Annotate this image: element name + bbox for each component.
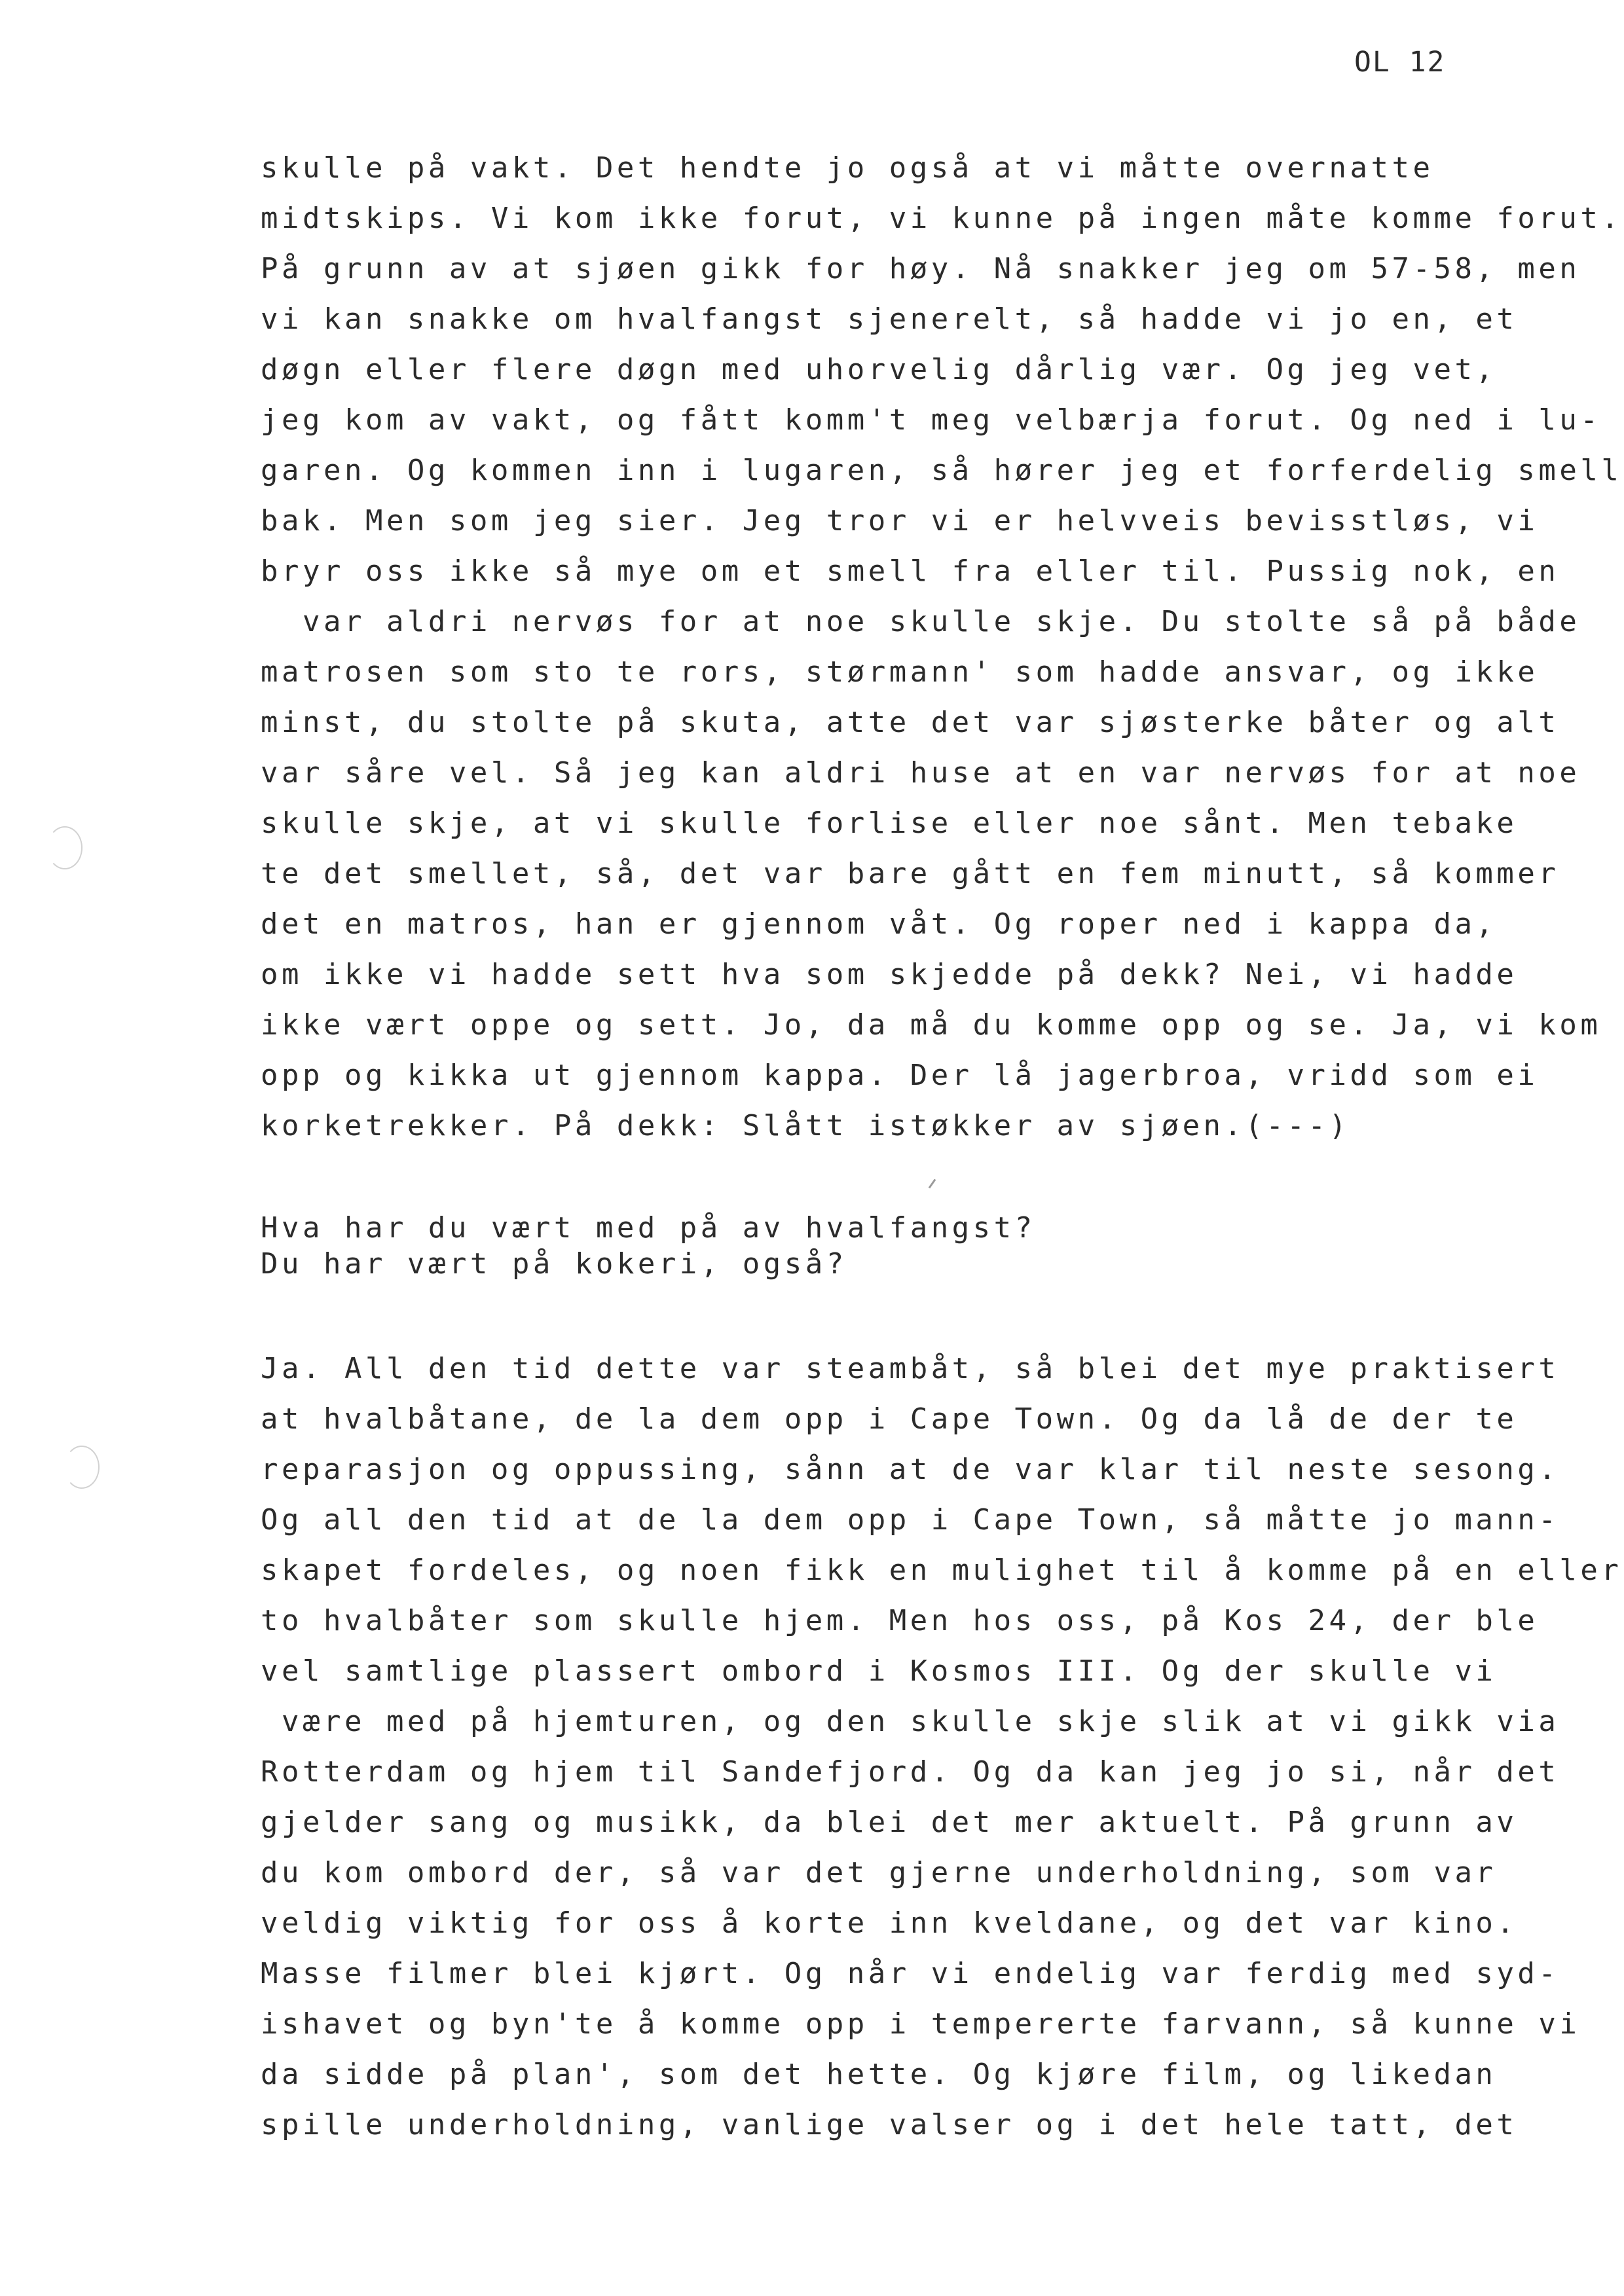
- text-line: Rotterdam og hjem til Sandefjord. Og da kan jeg jo si, når det: [261, 1755, 1560, 1789]
- text-line: Ja. All den tid dette var steambåt, så blei det mye praktisert: [261, 1352, 1560, 1385]
- paragraph-2: [261, 1343, 1622, 2150]
- stray-pen-mark: [929, 1179, 936, 1189]
- text-line: at hvalbåtane, de la dem opp i Cape Town. Og da lå de der te: [261, 1402, 1518, 1436]
- text-line: ishavet og byn'te å komme opp i tempererte farvann, så kunne vi: [261, 2007, 1581, 2041]
- text-line: Og all den tid at de la dem opp i Cape Town, så måtte jo mann-: [261, 1503, 1560, 1537]
- page-number: OL 12: [1354, 46, 1446, 79]
- text-line: bak. Men som jeg sier. Jeg tror vi er helvveis bevisstløs, vi: [261, 504, 1539, 538]
- interviewer-question: [261, 1210, 1036, 1282]
- text-line: ikke vært oppe og sett. Jo, da må du komme opp og se. Ja, vi kom: [261, 1008, 1602, 1042]
- text-line: te det smellet, så, det var bare gått en fem minutt, så kommer: [261, 857, 1560, 890]
- text-line: minst, du stolte på skuta, atte det var sjøsterke båter og alt: [261, 706, 1560, 739]
- text-line: skapet fordeles, og noen fikk en mulighet til å komme på en eller: [261, 1554, 1623, 1587]
- text-line: vi kan snakke om hvalfangst sjenerelt, så hadde vi jo en, et: [261, 302, 1518, 336]
- text-line: spille underholdning, vanlige valser og i det hele tatt, det: [261, 2108, 1518, 2141]
- text-line: var aldri nervøs for at noe skulle skje. Du stolte så på både: [261, 605, 1581, 638]
- text-line: opp og kikka ut gjennom kappa. Der lå jagerbroa, vridd som ei: [261, 1059, 1539, 1092]
- text-line: korketrekker. På dekk: Slått istøkker av sjøen.(---): [261, 1109, 1350, 1142]
- text-line: være med på hjemturen, og den skulle skje slik at vi gikk via: [261, 1705, 1560, 1738]
- punch-hole-lower: [64, 1446, 100, 1489]
- text-line: var såre vel. Så jeg kan aldri huse at en var nervøs for at noe: [261, 756, 1581, 790]
- text-line: veldig viktig for oss å korte inn kveldane, og det var kino.: [261, 1906, 1518, 1940]
- text-line: bryr oss ikke så mye om et smell fra eller til. Pussig nok, en: [261, 555, 1560, 588]
- text-line: På grunn av at sjøen gikk for høy. Nå snakker jeg om 57-58, men: [261, 252, 1581, 285]
- text-line: vel samtlige plassert ombord i Kosmos III. Og der skulle vi: [261, 1654, 1497, 1688]
- text-line: skulle skje, at vi skulle forlise eller noe sånt. Men tebake: [261, 807, 1518, 840]
- text-line: om ikke vi hadde sett hva som skjedde på dekk? Nei, vi hadde: [261, 958, 1518, 991]
- text-line: døgn eller flere døgn med uhorvelig dårlig vær. Og jeg vet,: [261, 353, 1497, 386]
- paragraph-1: [261, 143, 1622, 1151]
- punch-hole-upper: [47, 826, 83, 869]
- text-line: gjelder sang og musikk, da blei det mer aktuelt. På grunn av: [261, 1806, 1518, 1839]
- text-line: skulle på vakt. Det hendte jo også at vi måtte overnatte: [261, 151, 1434, 185]
- text-line: du kom ombord der, så var det gjerne underholdning, som var: [261, 1856, 1497, 1889]
- text-line: reparasjon og oppussing, sånn at de var klar til neste sesong.: [261, 1453, 1560, 1486]
- text-line: matrosen som sto te rors, størmann' som hadde ansvar, og ikke: [261, 655, 1539, 689]
- text-line: Masse filmer blei kjørt. Og når vi endelig var ferdig med syd-: [261, 1957, 1560, 1990]
- text-line: midtskips. Vi kom ikke forut, vi kunne på ingen måte komme forut.: [261, 202, 1623, 235]
- question-line: Du har vært på kokeri, også?: [261, 1247, 847, 1281]
- question-line: Hva har du vært med på av hvalfangst?: [261, 1211, 1036, 1245]
- text-line: jeg kom av vakt, og fått komm't meg velbærja forut. Og ned i lu-: [261, 403, 1602, 437]
- text-line: da sidde på plan', som det hette. Og kjøre film, og likedan: [261, 2058, 1497, 2091]
- text-line: garen. Og kommen inn i lugaren, så hører jeg et forferdelig smell: [261, 454, 1623, 487]
- text-line: det en matros, han er gjennom våt. Og roper ned i kappa da,: [261, 907, 1497, 941]
- text-line: to hvalbåter som skulle hjem. Men hos oss, på Kos 24, der ble: [261, 1604, 1539, 1637]
